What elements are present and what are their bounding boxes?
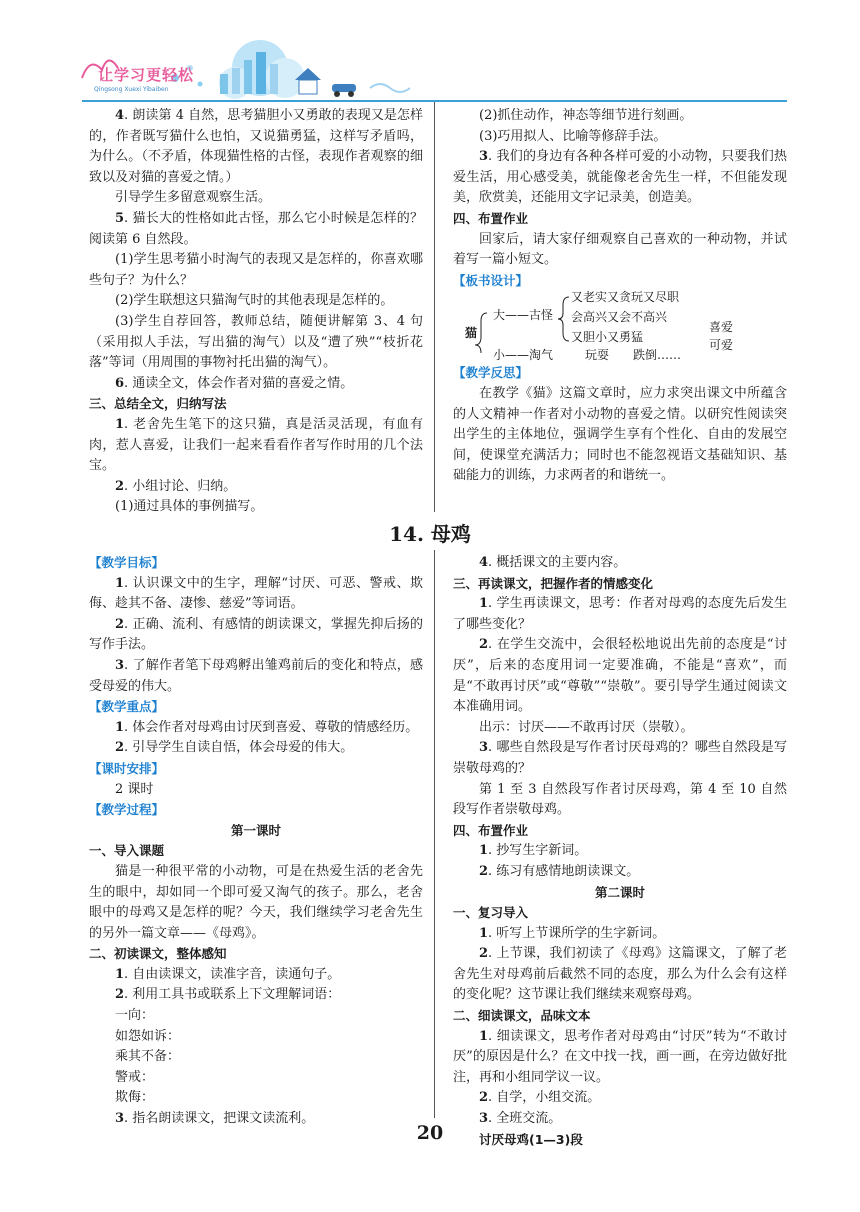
left-column-bottom: [89, 553, 423, 1130]
section-tag: 【板书设计】: [453, 272, 529, 288]
paragraph: 1. 抄写生字新词。: [479, 843, 588, 859]
paragraph: 4. 朗读第 4 自然，思考猫胆小又勇敢的表现又是怎样的，作者既写猫什么也怕，又说猫勇猛，这样写矛盾吗，为什么。（不矛盾，体现猫性格的古怪，表现作者观察的细致以及对猫的喜爱之情。）: [89, 108, 423, 185]
paragraph: 引导学生多留意观察生活。: [115, 190, 272, 206]
paragraph: (2)学生联想这只猫淘气时的其他表现是怎样的。: [115, 293, 394, 309]
left-column-top: [89, 106, 423, 518]
column-divider-bottom: [434, 550, 435, 1118]
paragraph: (1)学生思考猫小时淘气的表现又是怎样的，你喜欢哪些句子？为什么？: [89, 252, 423, 288]
board-big: 大——古怪: [493, 308, 554, 323]
paragraph: 2. 练习有感情地朗读课文。: [479, 863, 640, 879]
board-love1: 喜爱: [709, 320, 734, 335]
logo-subtitle: Qingsong Xuexi Yibaiben: [94, 86, 169, 93]
section-heading: 四、布置作业: [453, 822, 529, 838]
paragraph: 5. 猫长大的性格如此古怪，那么它小时候是怎样的？阅读第 6 自然段。: [89, 210, 423, 247]
paragraph: 一向：: [115, 1008, 155, 1024]
paragraph: 1. 细读课文，思考作者对母鸡由“讨厌”转为“不敢讨厌”的原因是什么？在文中找一找，画一画，在旁边做好批注，再和小组同学议一议。: [453, 1028, 787, 1085]
section-heading: 一、导入课题: [89, 843, 165, 859]
paragraph: 回家后，请大家仔细观察自己喜欢的一种动物，并试着写一篇小短文。: [453, 231, 787, 268]
board-design-diagram: [453, 290, 787, 363]
column-divider-top: [434, 102, 435, 512]
paragraph: 1. 学生再读课文，思考：作者对母鸡的态度先后发生了哪些变化？: [453, 596, 787, 632]
paragraph: 2. 上节课，我们初读了《母鸡》这篇课文，了解了老舍先生对母鸡前后截然不同的态度，那么为什么会有这样的变化呢？这节课让我们继续来观察母鸡。: [453, 946, 787, 1003]
paragraph: 2. 在学生交流中，会很轻松地说出先前的态度是“讨厌”，后来的态度用词一定要准确，不能是“喜欢”，而是“不敢再讨厌”或“尊敬”“崇敬”。要引导学生通过阅读文本准确用词。: [453, 637, 787, 715]
section-heading: 二、细读课文，品味文本: [453, 1008, 591, 1024]
paragraph: 2. 自学，小组交流。: [479, 1090, 601, 1106]
paragraph: 乘其不备：: [115, 1049, 181, 1065]
section-heading: 三、再读课文，把握作者的情感变化: [453, 575, 654, 591]
right-column-bottom: [453, 553, 787, 1150]
paragraph: 4. 概括课文的主要内容。: [479, 555, 627, 570]
section-heading: 一、复习导入: [453, 905, 529, 921]
paragraph: (2)抓住动作，神态等细节进行刻画。: [479, 108, 693, 123]
paragraph: 在教学《猫》这篇文章时，应力求突出课文中所蕴含的人文精神一作者对小动物的喜爱之情。以研究性阅读突出学生的主体地位，强调学生享有个性化、自由的发展空间，使课堂充满活力；同时也不能忽视语文基础知识、基础能力的训练，力求两者的和谐统一。: [453, 385, 787, 484]
board-line2: 会高兴又会不高兴: [571, 310, 668, 325]
paragraph: 2. 利用工具书或联系上下文理解词语：: [115, 987, 341, 1003]
paragraph: 出示：讨厌——不敢再讨厌（崇敬）。: [479, 719, 694, 735]
page-number: 20: [416, 1122, 444, 1144]
section-tag: 【课时安排】: [89, 760, 165, 776]
section-tag: 【教学重点】: [89, 699, 165, 715]
paragraph: (3)巧用拟人、比喻等修辞手法。: [479, 128, 667, 144]
paragraph: 2. 引导学生自读自悟，体会母爱的伟大。: [115, 740, 354, 756]
paragraph: 3. 了解作者笔下母鸡孵出雏鸡前后的变化和特点，感受母爱的伟大。: [89, 657, 423, 694]
section-tag: 【教学反思】: [453, 365, 529, 381]
paragraph: 1. 体会作者对母鸡由讨厌到喜爱、尊敬的情感经历。: [115, 719, 419, 735]
board-play: 玩耍: [585, 348, 610, 363]
section-heading: 第二课时: [594, 884, 645, 900]
right-column-top: [453, 106, 787, 487]
paragraph: (1)通过具体的事例描写。: [115, 499, 264, 515]
paragraph: 1. 认识课文中的生字，理解“讨厌、可恶、警戒、欺侮、趁其不备、凄惨、慈爱”等词语。: [89, 575, 423, 612]
paragraph: 警戒：: [115, 1069, 155, 1085]
paragraph: 1. 听写上节课所学的生字新词。: [479, 925, 666, 941]
paragraph: 猫是一种很平常的小动物，可是在热爱生活的老舍先生的眼中，却如同一个即可爱又淘气的孩子。那么，老舍眼中的母鸡又是怎样的呢？今天，我们继续学习老舍先生的另外一篇文章——《母鸡》。: [89, 863, 423, 941]
paragraph: 3. 指名朗读课文，把课文读流利。: [115, 1111, 315, 1127]
board-fall: 跌倒……: [633, 348, 682, 363]
paragraph: 2. 正确、流利、有感情的朗读课文，掌握先抑后扬的写作手法。: [89, 616, 423, 653]
section-tag: 【教学过程】: [89, 802, 165, 818]
paragraph: 欺侮：: [115, 1090, 155, 1106]
paragraph: 3. 哪些自然段是写作者讨厌母鸡的？哪些自然段是写崇敬母鸡的？: [453, 740, 787, 776]
board-line3: 又胆小又勇猛: [571, 330, 644, 345]
paragraph: 1. 老舍先生笔下的这只猫，真是活灵活现，有血有肉，惹人喜爱，让我们一起来看看作者写作时用的几个法宝。: [89, 416, 423, 474]
paragraph: 3. 我们的身边有各种各样可爱的小动物，只要我们热爱生活，用心感受美，就能像老舍先生一样，不但能发现美，欣赏美，还能用文字记录美，创造美。: [453, 149, 787, 206]
section-heading: 第一课时: [230, 822, 281, 838]
logo-text: 让学习更轻松: [98, 66, 195, 84]
section-heading: 三、总结全文，归纳写法: [89, 396, 227, 412]
board-line1: 又老实又贪玩又尽职: [571, 290, 680, 305]
paragraph: 2. 小组讨论、归纳。: [115, 478, 237, 494]
chapter-title: 14. 母鸡: [389, 522, 471, 546]
paragraph: 6. 通读全文，体会作者对猫的喜爱之情。: [115, 375, 354, 391]
section-heading: 讨厌母鸡(1—3)段: [479, 1131, 583, 1147]
paragraph: 2 课时: [115, 781, 154, 797]
paragraph: 1. 自由读课文，读准字音，读通句子。: [115, 966, 341, 982]
paragraph: 3. 全班交流。: [479, 1111, 562, 1127]
paragraph: (3)学生自荐回答，教师总结，随便讲解第 3、4 句（采用拟人手法，写出猫的淘气）以及“遭了殃”“枝折花落”等词（用周围的事物衬托出猫的淘气）。: [89, 313, 423, 371]
board-love2: 可爱: [709, 338, 734, 353]
paragraph: 如怨如诉：: [115, 1028, 181, 1044]
board-cat: 猫: [465, 326, 478, 341]
page-header: [70, 38, 790, 104]
section-tag: 【教学目标】: [89, 555, 165, 570]
section-heading: 二、初读课文，整体感知: [89, 946, 227, 962]
section-heading: 四、布置作业: [453, 210, 529, 226]
board-small: 小——淘气: [493, 348, 554, 363]
paragraph: 第 1 至 3 自然段写作者讨厌母鸡，第 4 至 10 自然段写作者崇敬母鸡。: [453, 781, 787, 818]
